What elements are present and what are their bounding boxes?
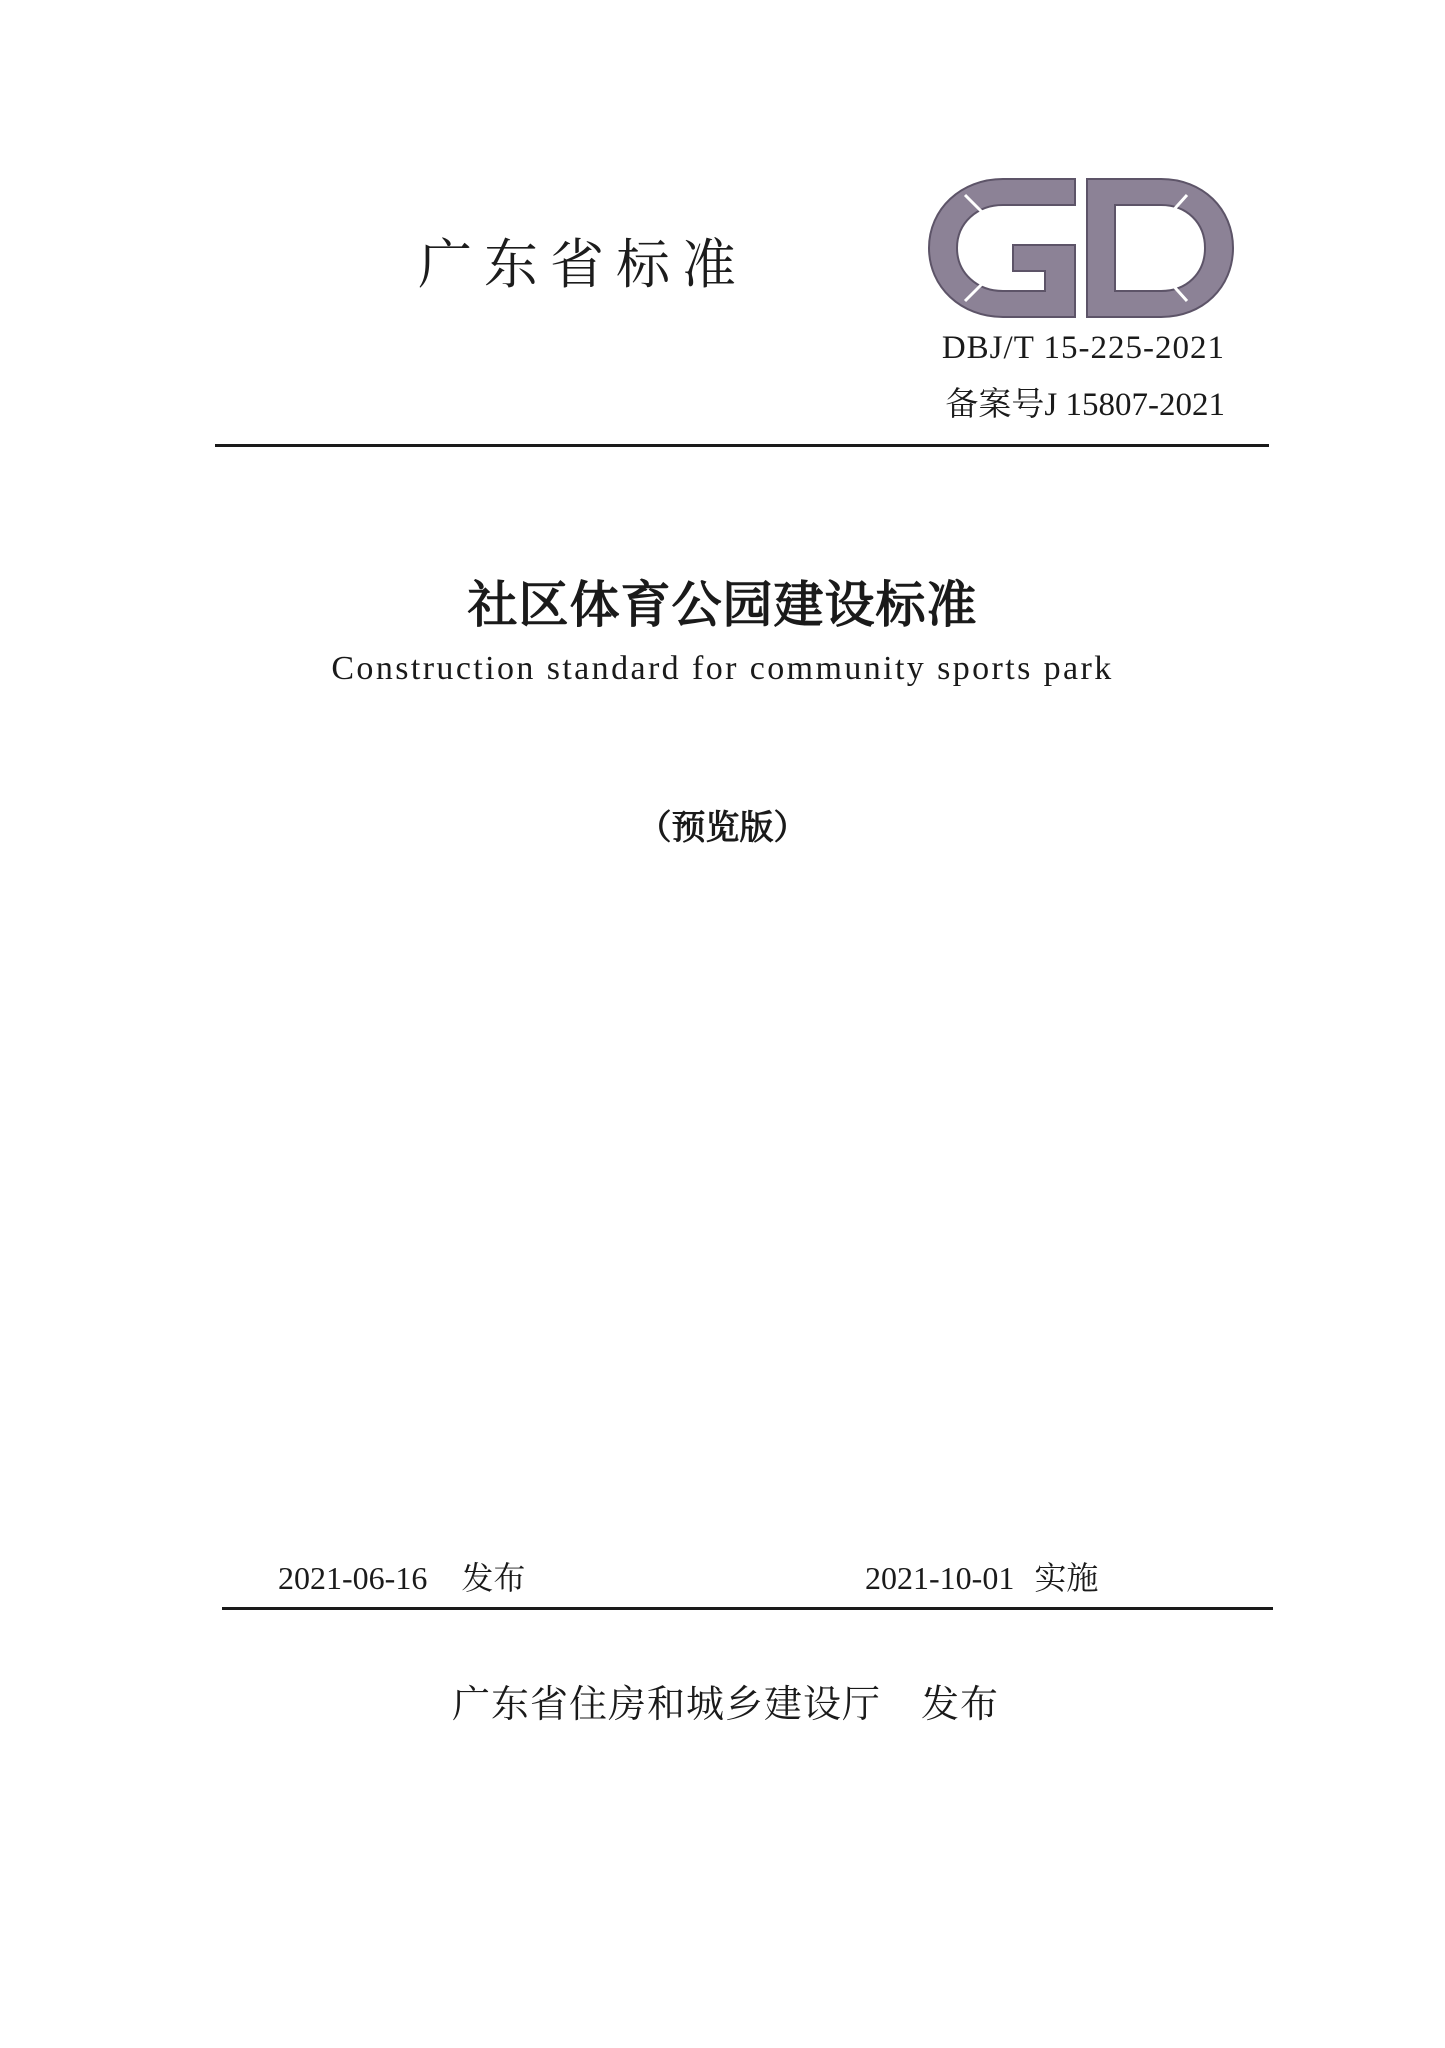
logo-letter-g <box>929 179 1075 317</box>
publish-date-row <box>278 1553 525 1599</box>
standard-number: DBJ/T 15-225-2021 <box>941 330 1225 366</box>
publisher-name: 广东省住房和城乡建设厅 <box>452 1682 882 1726</box>
bottom-divider <box>222 1607 1273 1610</box>
implement-date-row <box>865 1553 1098 1599</box>
issuer-type-heading: 广东省标准 <box>418 233 748 296</box>
gd-logo <box>925 175 1237 321</box>
document-title-zh: 社区体育公园建设标准 <box>467 575 978 634</box>
top-divider <box>215 444 1269 447</box>
record-number: 备案号J 15807-2021 <box>945 387 1225 423</box>
logo-letter-d <box>1087 179 1233 317</box>
publish-date: 2021-06-16 <box>278 1560 428 1596</box>
publish-label: 发布 <box>461 1559 526 1597</box>
implement-date: 2021-10-01 <box>865 1560 1015 1596</box>
publisher-action: 发布 <box>921 1682 1000 1726</box>
document-title-en: Construction standard for community sports park <box>331 650 1114 687</box>
publisher-line <box>452 1673 999 1728</box>
edition-label: （预览版） <box>637 808 808 848</box>
implement-label: 实施 <box>1034 1559 1099 1597</box>
